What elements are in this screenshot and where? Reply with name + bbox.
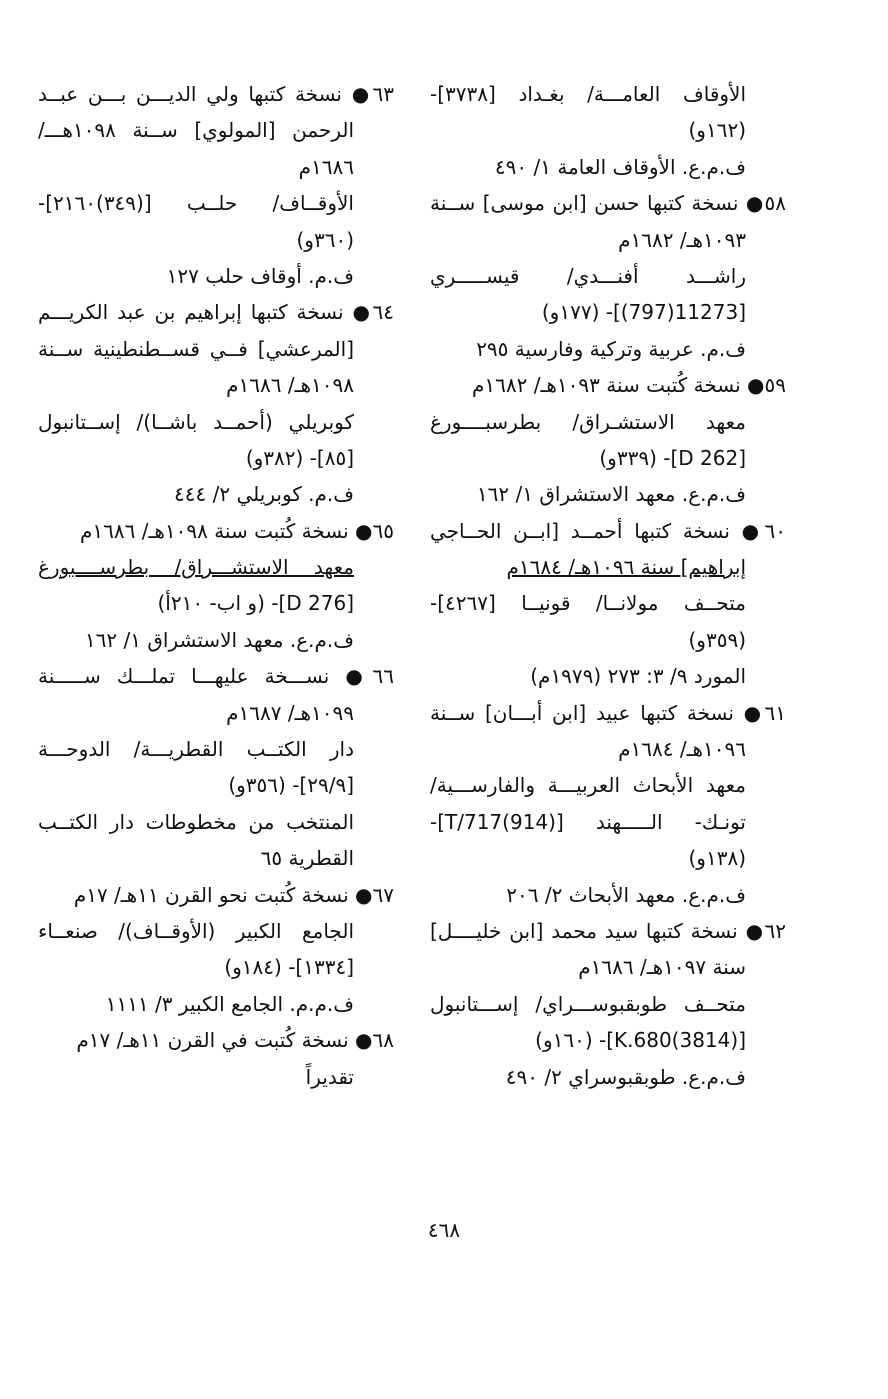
text-line: ١٠٩٨هـ/ ١٦٨٦م [226, 373, 354, 398]
text-line: ف.م. عربية وتركية وفارسية ٢٩٥ [476, 336, 746, 361]
text-line: الأوقاف العامـــة/ بغـداد [٣٧٣٨]- [430, 82, 746, 106]
text-line: ١٠٩٦هـ/ ١٦٨٤م [618, 737, 746, 762]
text-line: ٦٣● نسخة كتبها ولي الديـــن بـــن عبــد [38, 82, 394, 106]
text-line: ف.م.ع. الأوقاف العامة ١/ ٤٩٠ [494, 154, 746, 179]
text-line: ف.م.م. الجامع الكبير ٣/ ١١١١ [105, 991, 354, 1016]
text-line: [٢٩/٩]- (٣٥٦و) [228, 773, 354, 798]
text-line: ف.م. كوبريلي ٢/ ٤٤٤ [174, 482, 354, 507]
text-line: ٦١● نسخة كتبها عبيد [ابن أبـــان] ســنة [430, 700, 786, 725]
text-line: سنة ١٠٩٧هـ/ ١٦٨٦م [578, 955, 746, 980]
text-line: [11273(797)]- (١٧٧و) [541, 300, 746, 325]
text-line: [K.680(3814)]- (١٦٠و) [535, 1028, 746, 1053]
text-line: ف.م. أوقاف حلب ١٢٧ [166, 263, 354, 288]
left-column [38, 76, 394, 1095]
text-line: ٦٨● نسخة كُتبت في القرن ١١هـ/ ١٧م [76, 1028, 394, 1053]
text-line: كوبريلي (أحمــد باشــا)/ إســتانبول [38, 409, 354, 434]
text-line: المنتخب من مخطوطات دار الكتــب [38, 809, 354, 834]
text-line: الرحمن [المولوي] ســنة ١٠٩٨هـــ/ [38, 118, 354, 143]
text-line: (٣٦٠و) [296, 227, 354, 252]
page-number: ٤٦٨ [427, 1218, 461, 1242]
text-line: ف.م.ع. معهد الأبحاث ٢/ ٢٠٦ [506, 882, 746, 907]
text-line: ٦٠● نسخة كتبها أحمــد [ابــن الحــاجي [430, 518, 786, 543]
text-line: راشـــد أفنـــدي/ قيســـــري [430, 263, 746, 288]
text-line: ٥٩● نسخة كُتبت سنة ١٠٩٣هـ/ ١٦٨٢م [472, 373, 786, 398]
text-line: المورد ٩/ ٣: ٢٧٣ (١٩٧٩م) [530, 664, 746, 689]
text-line: دار الكتــب القطريـــة/ الدوحـــة [38, 737, 354, 762]
text-line: ١٠٩٩هـ/ ١٦٨٧م [226, 700, 354, 725]
text-line: (١٣٨و) [688, 846, 746, 871]
text-line: (٣٥٩و) [688, 627, 746, 652]
text-line: الأوقــاف/ حلــب [(٣٤٩)٢١٦٠]- [38, 191, 354, 216]
text-line: متحــف مولانــا/ قونيــا [٤٢٦٧]- [430, 591, 746, 616]
text-line: [المرعشي] فــي قســطنطينية ســنة [38, 336, 354, 361]
text-line: ٦٥● نسخة كُتبت سنة ١٠٩٨هـ/ ١٦٨٦م [80, 518, 394, 543]
text-line: معهد الأبحاث العربيـــة والفارســـية/ [430, 773, 746, 798]
text-line: معهد الاستشـــراق/ بطرســــبورغ [38, 555, 354, 580]
text-line: [٨٥]- (٣٨٢و) [245, 445, 354, 470]
text-line: (١٦٢و) [688, 118, 746, 143]
text-line: [D 276]- (و اب- ٢١٠أ) [157, 591, 354, 616]
right-column [430, 76, 786, 1095]
text-line: ٦٢● نسخة كتبها سيد محمد [ابن خليــــل] [430, 918, 786, 943]
text-line: تقديراً [305, 1064, 354, 1089]
text-line: إبراهيم] سنة ١٠٩٦هـ/ ١٦٨٤م [506, 555, 746, 580]
text-line: ٦٦● نســـخة عليهـــا تملـــك ســـــنة [38, 664, 394, 689]
text-line: ٦٤● نسخة كتبها إبراهيم بن عبد الكريـــم [38, 300, 394, 325]
text-line: ف.م.ع. معهد الاستشراق ١/ ١٦٢ [84, 627, 354, 652]
text-line: ف.م.ع. طوبقبوسراي ٢/ ٤٩٠ [505, 1064, 746, 1089]
text-line: ٦٧● نسخة كُتبت نحو القرن ١١هـ/ ١٧م [73, 882, 394, 907]
text-line: ٥٨● نسخة كتبها حسن [ابن موسى] ســنة [430, 191, 786, 216]
text-line: الجامع الكبير (الأوقــاف)/ صنعــاء [38, 918, 354, 943]
text-line: متحــف طوبقبوســـراي/ إســـتانبول [430, 991, 746, 1016]
text-line: ١٠٩٣هـ/ ١٦٨٢م [618, 227, 746, 252]
text-line: تونـك- الـــــهند [T/717(914)]- [430, 809, 746, 834]
text-line: ف.م.ع. معهد الاستشراق ١/ ١٦٢ [476, 482, 746, 507]
text-line: [١٣٣٤]- (١٨٤و) [224, 955, 354, 980]
text-line: ١٦٨٦م [298, 154, 354, 179]
text-line: [D 262]- (٣٣٩و) [599, 445, 746, 470]
text-line: معهد الاستشـراق/ بطرسبــــورغ [430, 409, 746, 434]
text-line: القطرية ٦٥ [260, 846, 354, 871]
